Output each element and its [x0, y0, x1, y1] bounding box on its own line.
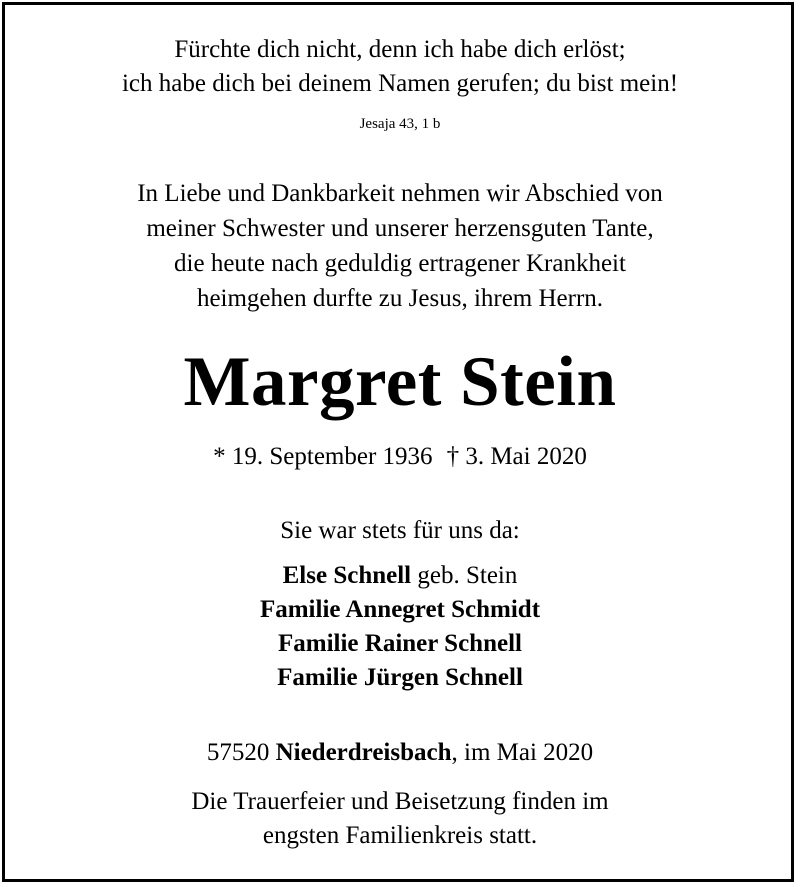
- mourners-lead: Sie war stets für uns da:: [280, 517, 520, 544]
- funeral-service-note: [0, 785, 800, 853]
- life-dates: [0, 440, 800, 474]
- verse-reference: Jesaja 43, 1 b: [359, 116, 441, 132]
- place-date: , im Mai 2020: [451, 739, 594, 766]
- intro-line-4: heimgehen durfte zu Jesus, ihrem Herrn.: [196, 285, 604, 312]
- bible-verse: [0, 33, 800, 101]
- intro-line-3: die heute nach geduldig ertragener Krankheit: [174, 250, 626, 277]
- birth-date: * 19. September 1936: [213, 443, 433, 470]
- mourner-sister-suffix: geb. Stein: [411, 562, 518, 589]
- intro-line-2: meiner Schwester und unserer herzensguten Tante,: [146, 215, 654, 242]
- intro-text: [0, 176, 800, 316]
- mourner-family-1: Familie Annegret Schmidt: [259, 596, 541, 623]
- mourner-family-3: Familie Jürgen Schnell: [277, 664, 523, 691]
- verse-line-2: ich habe dich bei deinem Namen gerufen; du bist mein!: [121, 70, 679, 97]
- place-zip: 57520: [206, 739, 276, 766]
- mourners-list: [0, 559, 800, 695]
- place-and-date: [0, 736, 800, 770]
- mourner-family-2: Familie Rainer Schnell: [278, 630, 522, 657]
- mourner-sister: [0, 559, 800, 593]
- death-date: † 3. Mai 2020: [446, 443, 587, 470]
- place-town: Niederdreisbach: [275, 739, 452, 766]
- service-line-2: engsten Familienkreis statt.: [262, 822, 538, 849]
- intro-line-1: In Liebe und Dankbarkeit nehmen wir Abschied von: [137, 180, 663, 207]
- deceased-name: Margret Stein: [183, 343, 617, 421]
- service-line-1: Die Trauerfeier und Beisetzung finden im: [191, 788, 609, 815]
- mourner-sister-name: Else Schnell: [282, 562, 412, 589]
- verse-line-1: Fürchte dich nicht, denn ich habe dich erlöst;: [174, 36, 626, 63]
